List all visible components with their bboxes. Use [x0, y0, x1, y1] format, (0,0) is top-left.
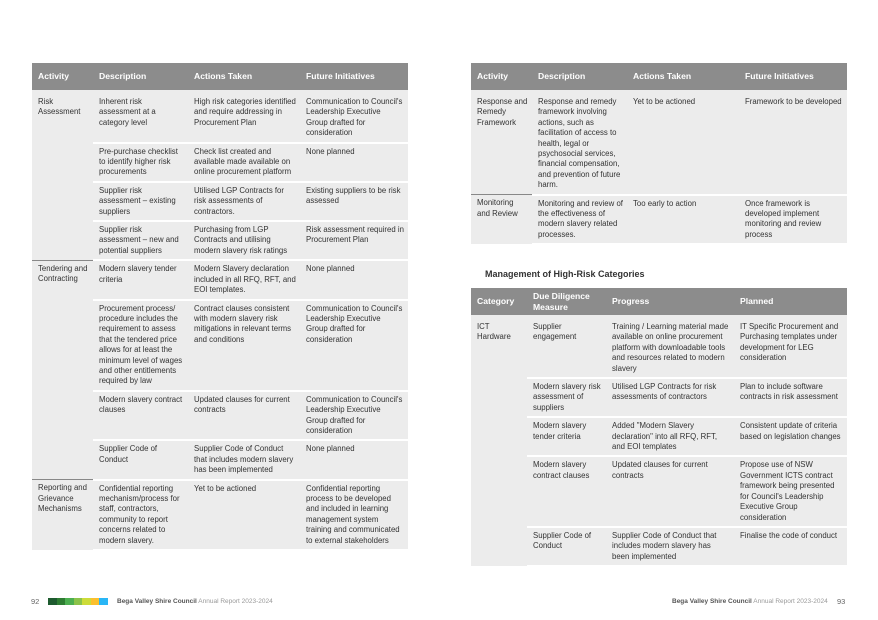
high-risk-table [471, 288, 847, 567]
progress-cell: Training / Learning material made available on online procurement platform with downloadable tools and resources related to modern slavery [606, 319, 734, 378]
header-planned: Planned [734, 288, 847, 315]
description-cell: Confidential reporting mechanism/process for staff, contractors, community to report concerns related to modern slavery. [93, 480, 188, 550]
description-cell: Supplier risk assessment – new and potential suppliers [93, 221, 188, 260]
color-bar [48, 598, 108, 605]
council-name: Bega Valley Shire Council [672, 598, 752, 605]
table-row [471, 527, 847, 566]
header-actions-taken: Actions Taken [627, 63, 739, 90]
future-cell: Risk assessment required in Procurement Plan [300, 221, 408, 260]
actions-cell: Yet to be actioned [188, 480, 300, 550]
description-cell: Supplier risk assessment – existing suppliers [93, 182, 188, 221]
description-cell: Monitoring and review of the effectiveness of modern slavery related processes. [532, 195, 627, 245]
activity-cell [32, 221, 93, 260]
planned-cell: Propose use of NSW Government ICTS contract framework being presented for Council's Leadership Executive Group consideration [734, 456, 847, 526]
activity-cell: Tendering and Contracting [32, 260, 93, 299]
activity-cell [32, 391, 93, 441]
actions-cell: Utilised LGP Contracts for risk assessments of contractors. [188, 182, 300, 221]
description-cell: Supplier Code of Conduct [93, 440, 188, 479]
table-row [32, 300, 408, 391]
council-name: Bega Valley Shire Council [117, 598, 197, 605]
description-cell: Pre-purchase checklist to identify higher risk procurements [93, 143, 188, 182]
header-future-initiatives: Future Initiatives [300, 63, 408, 90]
color-swatch [57, 598, 66, 605]
header-description: Description [532, 63, 627, 90]
measure-cell: Supplier Code of Conduct [527, 527, 606, 566]
description-cell: Modern slavery tender criteria [93, 260, 188, 299]
activity-cell [32, 300, 93, 391]
color-swatch [74, 598, 83, 605]
table-row [32, 143, 408, 182]
activity-cell: Risk Assessment [32, 94, 93, 143]
table-row [32, 94, 408, 143]
activity-cell: Reporting and Grievance Mechanisms [32, 480, 93, 550]
measure-cell: Modern slavery contract clauses [527, 456, 606, 526]
activity-cell [32, 440, 93, 479]
table-row [32, 440, 408, 479]
color-swatch [99, 598, 108, 605]
description-cell: Response and remedy framework involving actions, such as facilitation of access to health, legal or psychosocial services, financial compensation, and prevention of future harm. [532, 94, 627, 195]
section-heading: Management of High-Risk Categories [485, 269, 645, 279]
table-row [32, 480, 408, 550]
category-cell [471, 456, 527, 526]
planned-cell: Finalise the code of conduct [734, 527, 847, 566]
progress-cell: Added "Modern Slavery declaration" into all RFQ, RFT, and EOI templates [606, 417, 734, 456]
planned-cell: Consistent update of criteria based on legislation changes [734, 417, 847, 456]
planned-cell: Plan to include software contracts in risk assessment [734, 378, 847, 417]
measure-cell: Supplier engagement [527, 319, 606, 378]
header-progress: Progress [606, 288, 734, 315]
table-row [471, 94, 847, 195]
future-cell: Communication to Council's Leadership Executive Group drafted for consideration [300, 391, 408, 441]
future-cell: None planned [300, 260, 408, 299]
activity-cell [32, 143, 93, 182]
report-name: Annual Report 2023-2024 [198, 598, 273, 605]
future-cell: None planned [300, 440, 408, 479]
activity-cell [32, 182, 93, 221]
actions-cell: High risk categories identified and require addressing in Procurement Plan [188, 94, 300, 143]
category-cell: ICT Hardware [471, 319, 527, 378]
table-row [471, 319, 847, 378]
color-swatch [65, 598, 74, 605]
report-name: Annual Report 2023-2024 [753, 598, 828, 605]
future-cell: Communication to Council's Leadership Executive Group drafted for consideration [300, 300, 408, 391]
table-row [471, 195, 847, 245]
table-row [471, 417, 847, 456]
table-row [471, 456, 847, 526]
description-cell: Procurement process/ procedure includes the requirement to assess that the tendered price allows for at least the minimum level of wages and other entitlements required by law [93, 300, 188, 391]
category-cell [471, 378, 527, 417]
progress-cell: Supplier Code of Conduct that includes modern slavery has been implemented [606, 527, 734, 566]
color-swatch [91, 598, 100, 605]
actions-cell: Contract clauses consistent with modern slavery risk mitigations in relevant terms and conditions [188, 300, 300, 391]
color-swatch [82, 598, 91, 605]
page-number-right: 93 [837, 597, 846, 606]
description-cell: Modern slavery contract clauses [93, 391, 188, 441]
table-row [32, 182, 408, 221]
header-future-initiatives: Future Initiatives [739, 63, 847, 90]
right-activity-table [471, 63, 847, 245]
measure-cell: Modern slavery tender criteria [527, 417, 606, 456]
category-cell [471, 417, 527, 456]
future-cell: None planned [300, 143, 408, 182]
activity-cell: Monitoring and Review [471, 195, 532, 245]
actions-cell: Too early to action [627, 195, 739, 245]
progress-cell: Updated clauses for current contracts [606, 456, 734, 526]
actions-cell: Purchasing from LGP Contracts and utilising modern slavery risk ratings [188, 221, 300, 260]
left-activity-table [32, 63, 408, 551]
future-cell: Existing suppliers to be risk assessed [300, 182, 408, 221]
header-category: Category [471, 288, 527, 315]
color-swatch [48, 598, 57, 605]
actions-cell: Check list created and available made available on online procurement platform [188, 143, 300, 182]
header-actions-taken: Actions Taken [188, 63, 300, 90]
footer-right [672, 598, 828, 605]
actions-cell: Updated clauses for current contracts [188, 391, 300, 441]
table-row [32, 221, 408, 260]
table-row [32, 391, 408, 441]
future-cell: Communication to Council's Leadership Executive Group drafted for consideration [300, 94, 408, 143]
future-cell: Confidential reporting process to be developed and included in learning management system training and communicated to external stakeholders [300, 480, 408, 550]
page-number-left: 92 [31, 597, 40, 606]
footer-left [117, 598, 273, 605]
actions-cell: Yet to be actioned [627, 94, 739, 195]
category-cell [471, 527, 527, 566]
future-cell: Framework to be developed [739, 94, 847, 195]
activity-cell: Response and Remedy Framework [471, 94, 532, 195]
header-activity: Activity [471, 63, 532, 90]
planned-cell: IT Specific Procurement and Purchasing templates under development for LEG consideration [734, 319, 847, 378]
progress-cell: Utilised LGP Contracts for risk assessments of contractors [606, 378, 734, 417]
description-cell: Inherent risk assessment at a category level [93, 94, 188, 143]
table-row [471, 378, 847, 417]
table-row [32, 260, 408, 299]
header-due-diligence: Due Diligence Measure [527, 288, 606, 315]
future-cell: Once framework is developed implement monitoring and review process [739, 195, 847, 245]
actions-cell: Modern Slavery declaration included in all RFQ, RFT, and EOI templates. [188, 260, 300, 299]
header-activity: Activity [32, 63, 93, 90]
header-description: Description [93, 63, 188, 90]
measure-cell: Modern slavery risk assessment of suppliers [527, 378, 606, 417]
actions-cell: Supplier Code of Conduct that includes modern slavery has been implemented [188, 440, 300, 479]
